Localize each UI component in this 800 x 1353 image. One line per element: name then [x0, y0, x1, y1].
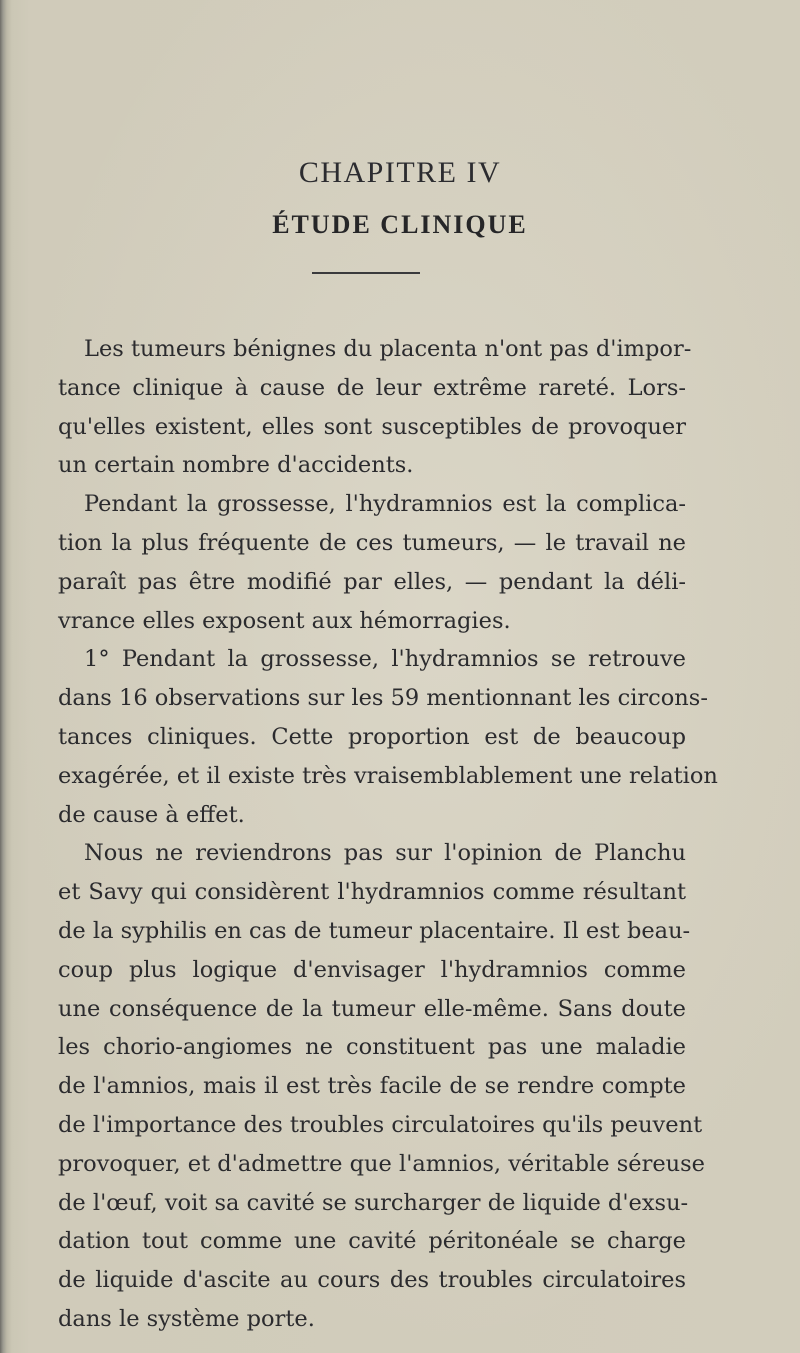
- text-line: tances cliniques. Cette proportion est de beaucoup: [58, 723, 686, 750]
- text-line: vrance elles exposent aux hémorragies.: [58, 607, 511, 634]
- text-line: un certain nombre d'accidents.: [58, 452, 414, 479]
- text-line: Nous ne reviendrons pas sur l'opinion de Planchu: [84, 840, 686, 867]
- text-line: dation tout comme une cavité péritonéale se charge: [58, 1228, 686, 1255]
- text-line: Pendant la grossesse, l'hydramnios est la complica-: [84, 491, 686, 518]
- text-line: qu'elles existent, elles sont susceptibles de provoquer: [58, 413, 686, 440]
- text-line: exagérée, et il existe très vraisemblablement une relation: [58, 762, 718, 789]
- text-line: dans 16 observations sur les 59 mentionnant les circons-: [58, 685, 708, 712]
- text-line: dans le système porte.: [58, 1305, 315, 1332]
- text-line: de cause à effet.: [58, 801, 245, 828]
- chapter-title: ÉTUDE CLINIQUE: [272, 210, 528, 239]
- text-line: coup plus logique d'envisager l'hydramnios comme: [58, 956, 686, 983]
- text-line: 1° Pendant la grossesse, l'hydramnios se retrouve: [84, 646, 686, 673]
- text-line: de l'amnios, mais il est très facile de se rendre compte: [58, 1073, 686, 1100]
- body-text: [58, 330, 718, 1339]
- text-line: tance clinique à cause de leur extrême rareté. Lors-: [58, 374, 686, 401]
- text-line: paraît pas être modifié par elles, — pendant la déli-: [58, 568, 686, 595]
- chapter-heading: CHAPITRE IV: [298, 156, 502, 189]
- text-line: une conséquence de la tumeur elle-même. Sans doute: [58, 995, 686, 1022]
- text-line: provoquer, et d'admettre que l'amnios, véritable séreuse: [58, 1150, 705, 1177]
- text-line: Les tumeurs bénignes du placenta n'ont pas d'impor-: [84, 336, 692, 362]
- text-line: de liquide d'ascite au cours des troubles circulatoires: [58, 1267, 686, 1294]
- text-line: de la syphilis en cas de tumeur placentaire. Il est beau-: [58, 917, 691, 944]
- text-line: et Savy qui considèrent l'hydramnios comme résultant: [58, 879, 686, 906]
- text-line: les chorio-angiomes ne constituent pas une maladie: [58, 1034, 686, 1061]
- text-line: tion la plus fréquente de ces tumeurs, — le travail ne: [58, 529, 686, 556]
- text-line: de l'importance des troubles circulatoires qu'ils peuvent: [58, 1111, 703, 1138]
- text-line: de l'œuf, voit sa cavité se surcharger de liquide d'exsu-: [58, 1189, 689, 1216]
- title-rule: [312, 272, 420, 274]
